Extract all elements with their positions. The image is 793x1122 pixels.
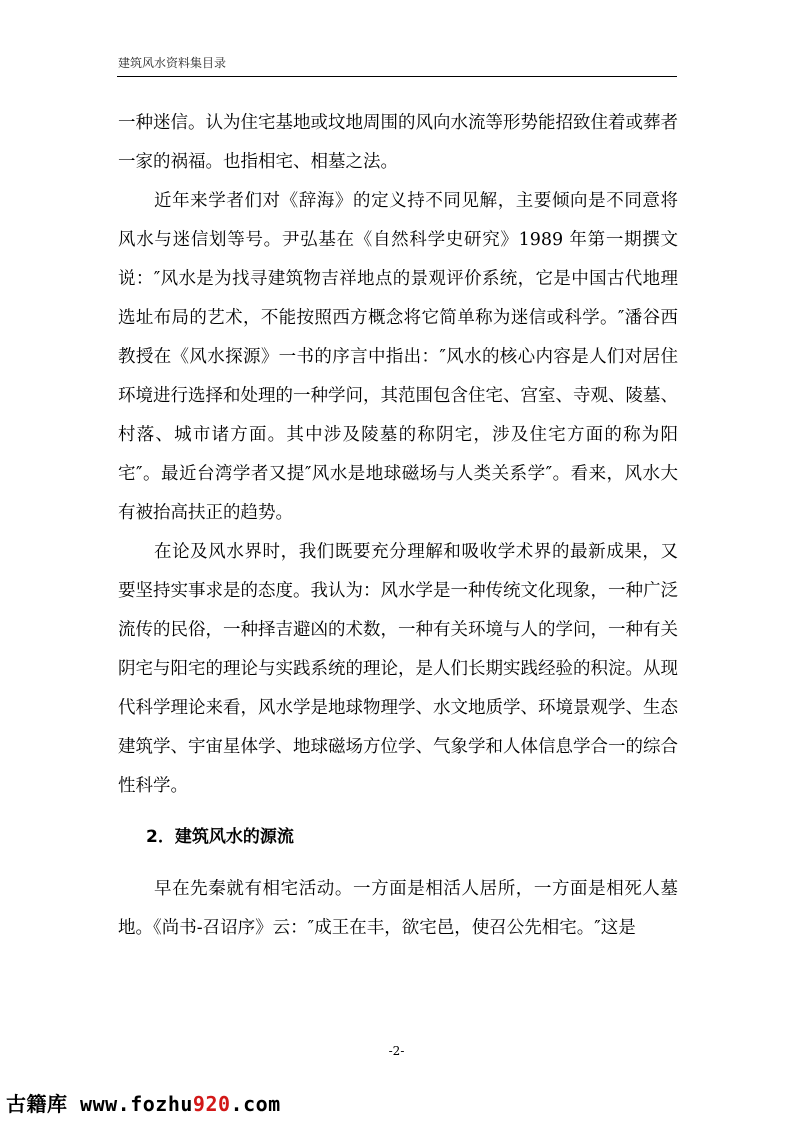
paragraph: 近年来学者们对《辞海》的定义持不同见解，主要倾向是不同意将风水与迷信划等号。尹弘基在《自然科学史研究》1989 年第一期撰文说：″风水是为找寻建筑物吉祥地点的景观评价系统，它是中国古代地理选址布局的艺术，不能按照西方概念将它简单称为迷信或科学。″潘谷西教授在《风水探源》一书的序言中指出：″风水的核心内容是人们对居住环境进行选择和处理的一种学问，其范围包含住宅、宫室、寺观、陵墓、村落、城市诸方面。其中涉及陵墓的称阴宅，涉及住宅方面的称为阳宅″。最近台湾学者又提″风水是地球磁场与人类关系学″。看来，风水大有被抬高扶正的趋势。: [118, 191, 678, 523]
document-body: [118, 104, 678, 948]
section-heading: 2．建筑风水的源流: [146, 827, 294, 847]
header-divider: [117, 76, 677, 77]
watermark-suffix: .com: [230, 1092, 281, 1116]
paragraph: 早在先秦就有相宅活动。一方面是相活人居所，一方面是相死人墓地。《尚书-召诏序》云：″成王在丰，欲宅邑，使召公先相宅。″这是: [118, 879, 678, 938]
watermark-prefix: 古籍库 www.fozhu: [6, 1092, 193, 1116]
site-watermark: [6, 1088, 281, 1117]
running-header: 建筑风水资料集目录: [118, 56, 227, 70]
page-number: -2-: [388, 1044, 405, 1058]
watermark-number: 920: [192, 1092, 231, 1116]
paragraph: 在论及风水界时，我们既要充分理解和吸收学术界的最新成果，又要坚持实事求是的态度。我认为：风水学是一种传统文化现象，一种广泛流传的民俗，一种择吉避凶的术数，一种有关环境与人的学问，一种有关阴宅与阳宅的理论与实践系统的理论，是人们长期实践经验的积淀。从现代科学理论来看，风水学是地球物理学、水文地质学、环境景观学、生态建筑学、宇宙星体学、地球磁场方位学、气象学和人体信息学合一的综合性科学。: [118, 542, 678, 796]
paragraph: 一种迷信。认为住宅基地或坟地周围的风向水流等形势能招致住着或葬者一家的祸福。也指相宅、相墓之法。: [118, 113, 678, 172]
